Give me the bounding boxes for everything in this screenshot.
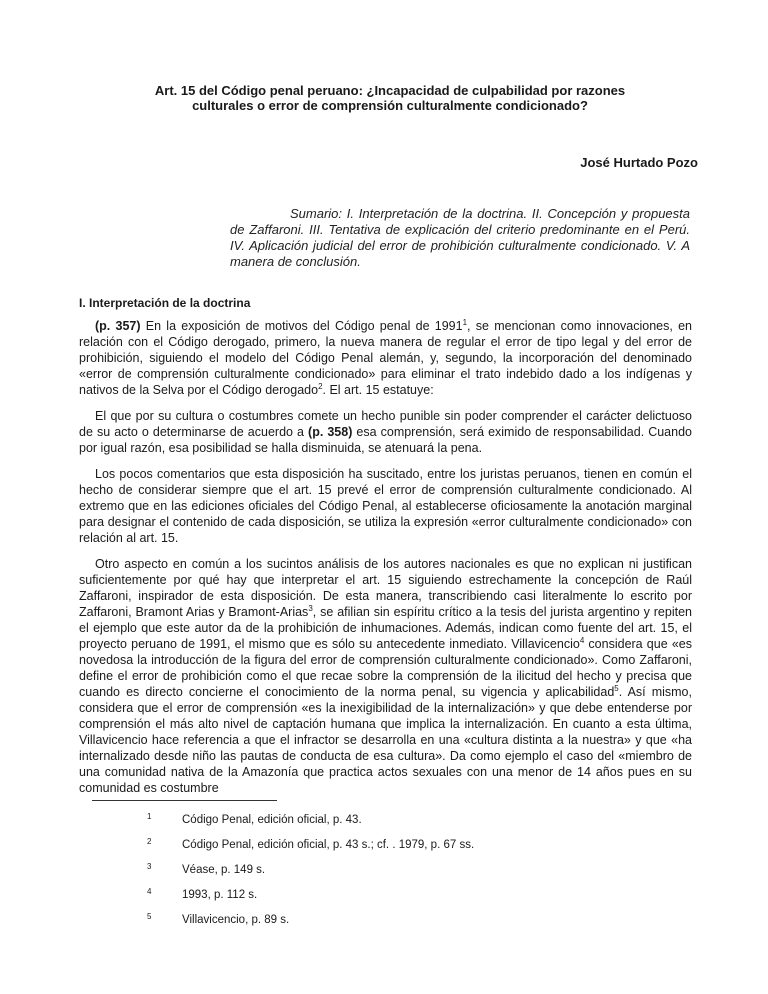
text-run: , se mencionan como innovaciones, en relación con el Código derogado, primero, la nueva manera de regular el error de tipo legal y del error de prohibición, siguiendo el modelo del Código Penal alemán, y, segundo, la incorporación del denominado «error de comprensión culturalmente condicionado» para eliminar el trato indebido dado a los indígenas y nativos de la Selva por el Código derogado [79,319,692,397]
footnote [147,885,707,910]
footnote-text: 1993, p. 112 s. [182,889,258,901]
paragraph [79,556,692,796]
footnote-number: 1 [147,812,152,821]
footnote [147,860,707,885]
page-marker: (p. 357) [95,319,141,333]
text-run: esa comprensión, será eximido de responsabilidad. Cuando por igual razón, esa posibilidad se halla disminuida, se atenuará la pena. [79,425,692,455]
footnote-divider [92,800,277,801]
page-marker: (p. 358) [308,425,353,439]
section-heading: I. Interpretación de la doctrina [79,296,251,310]
text-run: . El art. 15 estatuye: [322,383,434,397]
text-run: considera que «es novedosa la introducción de la figura del error de comprensión culturalmente condicionado». Como Zaffaroni, define el error de prohibición como el que recae sobre la comprensión de la ilicitud del hecho y precisa que cuando es directo concierne el conocimiento de la norma penal, su vigencia y aplicabilidad [79,637,692,699]
text-run: . Así mismo, considera que el error de comprensión «es la inexigibilidad de la internalización» y que debe entenderse por comprensión el más alto nivel de captación humana que implica la internalización. En cuanto a esta última, Villavicencio hace referencia a que el infractor se desarrolla en una «cultura distinta a la nuestra» y que «ha internalizado desde niño las pautas de conducta de esa cultura». Da como ejemplo el caso del «miembro de una comunidad nativa de la Amazonía que practica actos sexuales con una menor de 14 años pues en su comunidad es costumbre [79,685,692,795]
text-run: El que por su cultura o costumbres comete un hecho punible sin poder comprender el carácter delictuoso de su acto o determinarse de acuerdo a [79,409,692,439]
footnote [147,910,707,935]
footnote-ref[interactable]: 4 [579,635,585,645]
footnote-ref[interactable]: 3 [308,603,313,613]
footnote-ref[interactable]: 1 [462,317,468,327]
footnote-text: Código Penal, edición oficial, p. 43 s.; cf. . 1979, p. 67 ss. [182,839,475,851]
footnote-number: 4 [147,887,152,896]
author-name: José Hurtado Pozo [580,155,698,170]
footnote-number: 3 [147,862,152,871]
quoted-article [79,408,692,456]
paragraph [79,318,692,398]
footnotes [147,810,707,935]
paragraph: Los pocos comentarios que esta disposición ha suscitado, entre los juristas peruanos, tienen en común el hecho de considerar siempre que el art. 15 prevé el error de comprensión culturalmente condicionado. Al extremo que en las ediciones oficiales del Código Penal, al establecerse oficiosamente la anotación marginal para designar el contenido de cada disposición, se utiliza la expresión «error culturalmente condicionado» con relación al art. 15. [79,467,692,545]
text-run: Otro aspecto en común a los sucintos análisis de los autores nacionales es que no explican ni justifican suficientemente por qué hay que interpretar el art. 15 siguiendo estrechamente la concepción de Raúl Zaffaroni, inspirador de esta disposición. De esta manera, transcribiendo casi literalmente lo escrito por Zaffaroni, Bramont Arias y Bramont-Arias [79,557,692,619]
summary: Sumario: I. Interpretación de la doctrina. II. Concepción y propuesta de Zaffaroni. III. Tentativa de explicación del criterio predominante en el Perú. IV. Aplicación judicial del error de prohibición culturalmente condicionado. V. A manera de conclusión. [230,206,690,269]
text-run: , se afilian sin espíritu crítico a la tesis del jurista argentino y repiten el ejemplo que este autor da de la prohibición de inhumaciones. Además, indican como fuente del art. 15, el proyecto peruano de 1991, el mismo que es sólo su antecedente inmediato. Villavicencio [79,605,692,651]
text-run: En la exposición de motivos del Código penal de 1991 [140,319,463,333]
footnote-ref[interactable]: 5 [614,683,619,693]
footnote-text: Código Penal, edición oficial, p. 43. [182,814,362,826]
footnote-number: 2 [147,837,152,846]
footnote-text: Véase, p. 149 s. [182,864,266,876]
footnote-text: Villavicencio, p. 89 s. [182,914,290,926]
footnote [147,835,707,860]
document-title: Art. 15 del Código penal peruano: ¿Incapacidad de culpabilidad por razones culturales o error de comprensión culturalmente condicionado? [154,83,626,113]
footnote-ref[interactable]: 2 [318,381,323,391]
footnote [147,810,707,835]
footnote-number: 5 [147,912,152,921]
body-text [79,318,692,806]
